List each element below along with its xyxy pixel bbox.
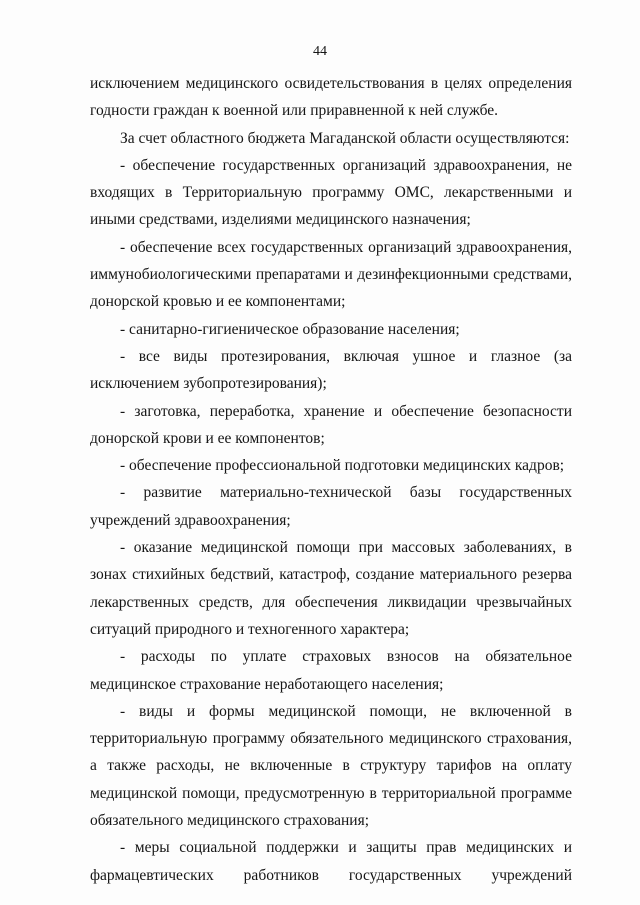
list-item: - обеспечение всех государственных организаций здравоохранения, иммунобиологическими препаратами и дезинфекционными средствами, донорской кровью и ее компонентами;	[90, 238, 572, 311]
list-item: - обеспечение профессиональной подготовки медицинских кадров;	[120, 457, 565, 475]
list-item: - оказание медицинской помощи при массовых заболеваниях, в зонах стихийных бедствий, катастроф, создание материального резерва лекарственных средств, для обеспечения ликвидации чрезвычайных ситуаций природного и техногенного характера;	[90, 539, 572, 638]
page-number: 44	[313, 44, 327, 59]
list-item: - заготовка, переработка, хранение и обеспечение безопасности донорской крови и ее компонентов;	[90, 402, 572, 447]
list-item: - меры социальной поддержки и защиты прав медицинских и фармацевтических работников государственных учреждений	[90, 839, 572, 884]
list-item: - расходы по уплате страховых взносов на обязательное медицинское страхование неработающего населения;	[90, 648, 572, 693]
list-item: - виды и формы медицинской помощи, не включенной в территориальную программу обязательного медицинского страхования, а также расходы, не включенные в структуру тарифов на оплату медицинской помощи, предусмотренную в территориальной программе обязательного медицинского страхования;	[90, 702, 572, 830]
list-item: - обеспечение государственных организаций здравоохранения, не входящих в Территориальную программу ОМС, лекарственными и иными средствами, изделиями медицинского назначения;	[90, 156, 572, 229]
list-item: - санитарно-гигиеническое образование населения;	[120, 320, 460, 338]
document-body	[90, 70, 572, 889]
paragraph-intro: За счет областного бюджета Магаданской области осуществляются:	[120, 129, 570, 147]
paragraph-continuation: исключением медицинского освидетельствования в целях определения годности граждан к военной или приравненной к ней службе.	[90, 75, 572, 120]
list-item: - развитие материально-технической базы государственных учреждений здравоохранения;	[90, 484, 572, 529]
list-item: - все виды протезирования, включая ушное и глазное (за исключением зубопротезирования);	[90, 347, 572, 393]
